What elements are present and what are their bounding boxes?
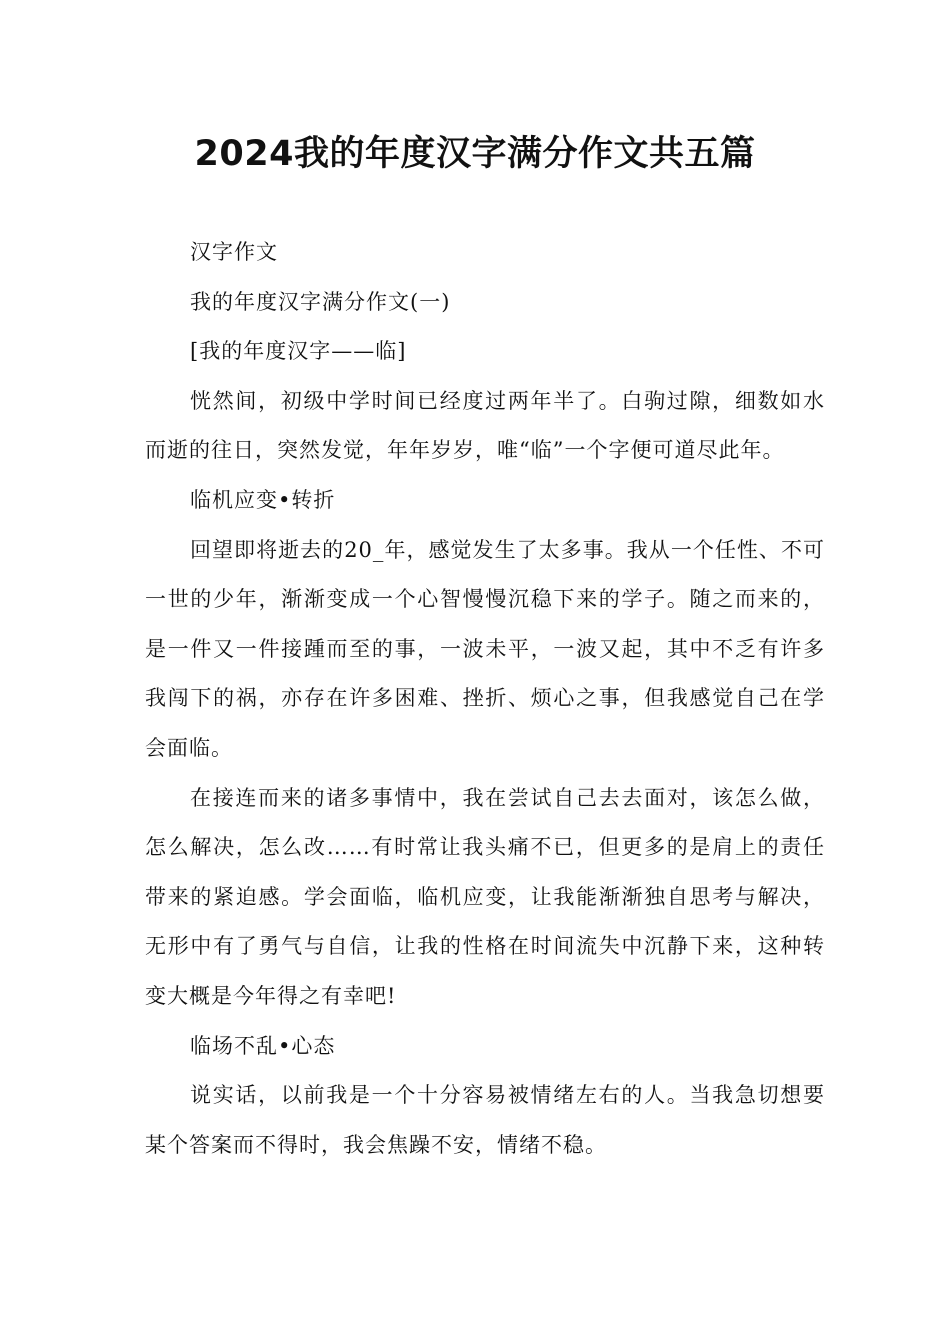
paragraph-subheading-2: 临场不乱•心态 — [190, 1033, 336, 1058]
paragraph-subheading-1: 临机应变•转折 — [190, 487, 336, 512]
paragraph-body-3: 说实话，以前我是一个十分容易被情绪左右的人。当我急切想要某个答案而不得时，我会焦躁不安，情绪不稳。 — [145, 1083, 825, 1157]
paragraph-intro: 恍然间，初级中学时间已经度过两年半了。白驹过隙，细数如水而逝的往日，突然发觉，年年岁岁，唯“临”一个字便可道尽此年。 — [145, 388, 825, 463]
paragraph-body-2: 在接连而来的诸多事情中，我在尝试自己去去面对，该怎么做，怎么解决，怎么改……有时常让我头痛不已，但更多的是肩上的责任带来的紧迫感。学会面临，临机应变，让我能渐渐独自思考与解决，无形中有了勇气与自信，让我的性格在时间流失中沉静下来，这种转变大概是今年得之有幸吧! — [145, 785, 825, 1008]
paragraph-essay-subtitle: [我的年度汉字——临] — [190, 339, 407, 364]
document-body — [145, 228, 825, 1170]
paragraph-body-1: 回望即将逝去的20_年，感觉发生了太多事。我从一个任性、不可一世的少年，渐渐变成一个心智慢慢沉稳下来的学子。随之而来的，是一件又一件接踵而至的事，一波未平，一波又起，其中不乏有许多我闯下的祸，亦存在许多困难、挫折、烦心之事，但我感觉自己在学会面临。 — [145, 537, 825, 760]
paragraph-essay-title: 我的年度汉字满分作文(一) — [190, 289, 451, 314]
paragraph-section-heading: 汉字作文 — [190, 240, 278, 264]
document-title: 2024我的年度汉字满分作文共五篇 — [194, 134, 756, 174]
